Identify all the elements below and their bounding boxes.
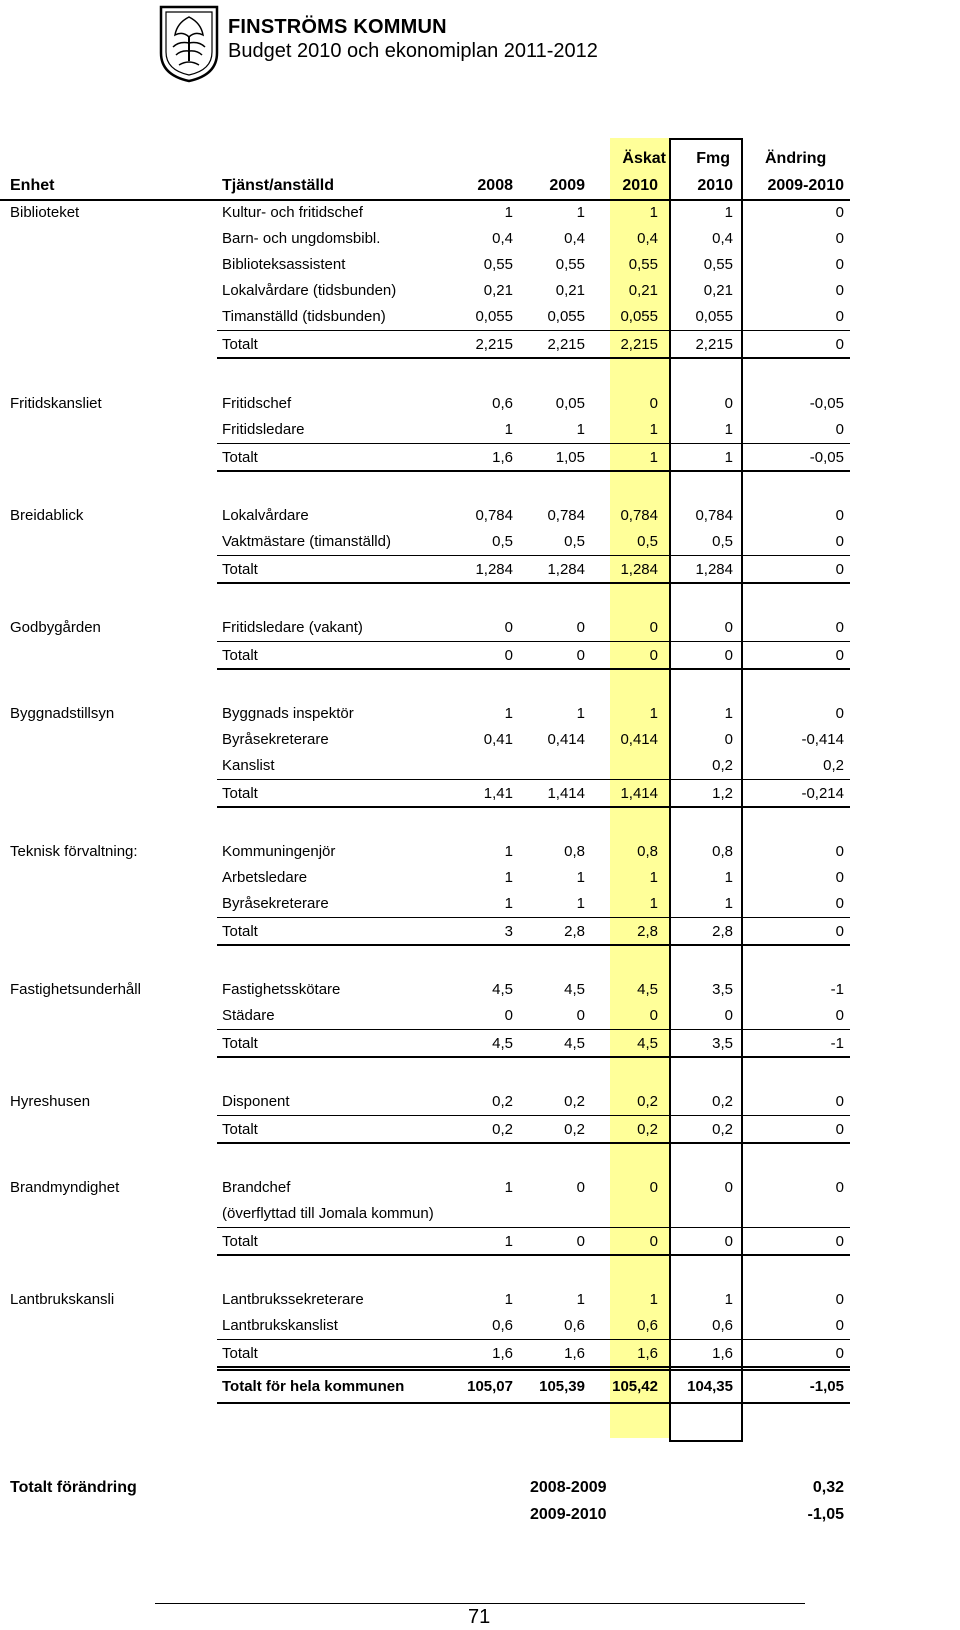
value-2008: 1,6	[492, 1345, 513, 1362]
table-row	[0, 530, 960, 554]
value-askat-2010: 1	[649, 705, 658, 722]
value-2009: 4,5	[564, 1035, 585, 1052]
role-name: Biblioteksassistent	[222, 256, 346, 273]
value-fmg-2010: 0,2	[712, 1093, 733, 1110]
value-fmg-2010: 3,5	[712, 981, 733, 998]
value-2008: 1	[504, 1179, 513, 1196]
table-total-row	[0, 644, 960, 668]
role-name: Fastighetsskötare	[222, 981, 341, 998]
value-fmg-2010: 1,6	[712, 1345, 733, 1362]
value-2008: 0,784	[475, 507, 513, 524]
value-change: 0,2	[823, 757, 844, 774]
municipality-crest-icon	[157, 3, 221, 83]
value-askat-2010: 105,42	[612, 1378, 658, 1395]
role-name: Fritidsledare (vakant)	[222, 619, 363, 636]
total-top-rule	[217, 443, 850, 444]
value-2008: 1	[504, 204, 513, 221]
value-2009: 2,215	[547, 336, 585, 353]
value-fmg-2010: 0,5	[712, 533, 733, 550]
value-2008: 0,21	[483, 282, 513, 299]
value-change: 0	[835, 1007, 844, 1024]
table-row	[0, 253, 960, 277]
value-askat-2010: 0,6	[637, 1317, 658, 1334]
value-change: 0	[835, 647, 844, 664]
value-2009: 0	[576, 1179, 585, 1196]
role-name: Totalt	[222, 449, 258, 466]
value-askat-2010: 0,2	[637, 1093, 658, 1110]
value-fmg-2010: 0	[724, 1233, 733, 1250]
value-2008: 1	[504, 869, 513, 886]
grand-total-bottom-rule	[217, 1402, 850, 1404]
role-name: Lokalvårdare	[222, 507, 309, 524]
role-name: Byråsekreterare	[222, 895, 329, 912]
role-name: Vaktmästare (timanställd)	[222, 533, 391, 550]
value-2008: 1	[504, 843, 513, 860]
value-change: 0	[835, 230, 844, 247]
value-fmg-2010: 1	[724, 449, 733, 466]
value-change: 0	[835, 1317, 844, 1334]
value-2008: 2,215	[475, 336, 513, 353]
value-fmg-2010: 0,2	[712, 757, 733, 774]
unit-name: Lantbrukskansli	[10, 1291, 115, 1308]
role-name: Disponent	[222, 1093, 290, 1110]
table-row	[0, 305, 960, 329]
value-fmg-2010: 1	[724, 1291, 733, 1308]
value-fmg-2010: 1,2	[712, 785, 733, 802]
value-2008: 1	[504, 421, 513, 438]
table-row	[0, 227, 960, 251]
table-total-row	[0, 1375, 960, 1399]
table-row	[0, 392, 960, 416]
value-askat-2010: 0,5	[637, 533, 658, 550]
role-name: Kultur- och fritidschef	[222, 204, 363, 221]
value-2008: 0,6	[492, 1317, 513, 1334]
value-fmg-2010: 0,8	[712, 843, 733, 860]
value-fmg-2010: 1	[724, 421, 733, 438]
value-change: 0	[835, 1345, 844, 1362]
value-fmg-2010: 0	[724, 619, 733, 636]
summary-period-1: 2008-2009	[530, 1479, 607, 1496]
value-2009: 1	[576, 705, 585, 722]
value-2009: 0,55	[555, 256, 585, 273]
value-change: 0	[835, 308, 844, 325]
value-fmg-2010: 0,2	[712, 1121, 733, 1138]
value-change: 0	[835, 619, 844, 636]
value-fmg-2010: 0	[724, 395, 733, 412]
table-row	[0, 504, 960, 528]
value-2008: 3	[504, 923, 513, 940]
table-total-row	[0, 1230, 960, 1254]
value-fmg-2010: 2,215	[695, 336, 733, 353]
value-change: 0	[835, 533, 844, 550]
value-change: 0	[835, 1291, 844, 1308]
role-name: Totalt	[222, 1121, 258, 1138]
value-change: 0	[835, 923, 844, 940]
role-name: Timanställd (tidsbunden)	[222, 308, 386, 325]
value-askat-2010: 0,55	[628, 256, 658, 273]
value-askat-2010: 1,284	[620, 561, 658, 578]
unit-name: Godbygården	[10, 619, 101, 636]
value-2008: 1	[504, 895, 513, 912]
value-2009: 1	[576, 869, 585, 886]
value-askat-2010: 0	[649, 395, 658, 412]
role-name: Kommuningenjör	[222, 843, 336, 860]
value-2009: 1,6	[564, 1345, 585, 1362]
value-askat-2010: 2,8	[637, 923, 658, 940]
total-bottom-rule	[217, 582, 850, 584]
value-fmg-2010: 0,4	[712, 230, 733, 247]
table-row	[0, 892, 960, 916]
summary-label: Totalt förändring	[10, 1479, 137, 1496]
table-row	[0, 978, 960, 1002]
role-name: Totalt	[222, 336, 258, 353]
value-2008: 0	[504, 1007, 513, 1024]
value-change: -0,414	[801, 731, 844, 748]
table-row	[0, 754, 960, 778]
value-2008: 0	[504, 619, 513, 636]
value-2009: 1	[576, 204, 585, 221]
total-bottom-rule	[217, 470, 850, 472]
value-change: 0	[835, 336, 844, 353]
role-name: Totalt	[222, 561, 258, 578]
year-2009-header: 2009	[549, 177, 585, 194]
total-top-rule	[217, 779, 850, 780]
value-askat-2010: 1	[649, 204, 658, 221]
value-askat-2010: 4,5	[637, 1035, 658, 1052]
value-fmg-2010: 1,284	[695, 561, 733, 578]
value-2009: 1,284	[547, 561, 585, 578]
value-askat-2010: 1	[649, 449, 658, 466]
value-askat-2010: 0,4	[637, 230, 658, 247]
value-fmg-2010: 0,55	[703, 256, 733, 273]
value-change: -1	[830, 1035, 844, 1052]
table-row	[0, 1090, 960, 1114]
value-fmg-2010: 0	[724, 731, 733, 748]
value-2009: 0	[576, 647, 585, 664]
value-2009: 0,2	[564, 1121, 585, 1138]
table-total-row	[0, 333, 960, 357]
value-2008: 1	[504, 705, 513, 722]
value-2009: 0,05	[555, 395, 585, 412]
total-bottom-rule	[217, 1056, 850, 1058]
total-top-rule	[217, 555, 850, 556]
total-top-rule	[217, 1339, 850, 1340]
footer-rule	[155, 1603, 805, 1604]
value-askat-2010: 0	[649, 1179, 658, 1196]
table-row	[0, 1314, 960, 1338]
unit-name: Breidablick	[10, 507, 84, 524]
table-row	[0, 866, 960, 890]
total-bottom-rule	[217, 668, 850, 670]
role-name: Totalt	[222, 1345, 258, 1362]
value-askat-2010: 0,8	[637, 843, 658, 860]
value-fmg-2010: 0	[724, 1179, 733, 1196]
value-2009: 0	[576, 1233, 585, 1250]
value-change: 0	[835, 705, 844, 722]
role-name: Arbetsledare	[222, 869, 308, 886]
value-2008: 0,6	[492, 395, 513, 412]
value-2009: 0,2	[564, 1093, 585, 1110]
value-2009: 0,784	[547, 507, 585, 524]
value-2008: 0,2	[492, 1121, 513, 1138]
table-total-row	[0, 558, 960, 582]
table-row	[0, 840, 960, 864]
role-name: Kanslist	[222, 757, 275, 774]
value-2009: 0,5	[564, 533, 585, 550]
fmg-header-top: Fmg	[696, 150, 730, 167]
value-2009: 0,055	[547, 308, 585, 325]
value-2008: 0	[504, 647, 513, 664]
unit-name: Hyreshusen	[10, 1093, 91, 1110]
value-askat-2010: 1	[649, 895, 658, 912]
value-2008: 0,41	[483, 731, 513, 748]
total-bottom-rule	[217, 357, 850, 359]
role-name: Byggnads inspektör	[222, 705, 354, 722]
value-fmg-2010: 2,8	[712, 923, 733, 940]
value-2009: 1	[576, 1291, 585, 1308]
value-askat-2010: 0	[649, 647, 658, 664]
value-2008: 1	[504, 1291, 513, 1308]
unit-name: Biblioteket	[10, 204, 80, 221]
value-fmg-2010: 0,055	[695, 308, 733, 325]
total-top-rule	[217, 641, 850, 642]
role-name: Städare	[222, 1007, 275, 1024]
value-change: 0	[835, 895, 844, 912]
value-2009: 1,414	[547, 785, 585, 802]
year-2008-header: 2008	[477, 177, 513, 194]
value-2009: 1	[576, 895, 585, 912]
role-name: Totalt	[222, 923, 258, 940]
unit-name: Teknisk förvaltning:	[10, 843, 138, 860]
value-change: 0	[835, 1179, 844, 1196]
organization-name: FINSTRÖMS KOMMUN	[228, 16, 447, 38]
value-2008: 0,055	[475, 308, 513, 325]
value-change: 0	[835, 1121, 844, 1138]
table-row	[0, 616, 960, 640]
value-fmg-2010: 1	[724, 204, 733, 221]
role-name: Fritidsledare	[222, 421, 305, 438]
value-change: 0	[835, 561, 844, 578]
total-top-rule	[217, 1029, 850, 1030]
value-2008: 1,6	[492, 449, 513, 466]
value-askat-2010: 1,6	[637, 1345, 658, 1362]
value-askat-2010: 4,5	[637, 981, 658, 998]
value-fmg-2010: 0,21	[703, 282, 733, 299]
value-change: 0	[835, 204, 844, 221]
summary-period-2: 2009-2010	[530, 1506, 607, 1523]
value-change: 0	[835, 843, 844, 860]
table-row	[0, 1288, 960, 1312]
page-number: 71	[468, 1606, 491, 1628]
value-fmg-2010: 0,784	[695, 507, 733, 524]
value-2008: 105,07	[467, 1378, 513, 1395]
value-change: -1,05	[809, 1378, 844, 1395]
value-fmg-2010: 3,5	[712, 1035, 733, 1052]
value-2009: 0,8	[564, 843, 585, 860]
role-name: Lokalvårdare (tidsbunden)	[222, 282, 397, 299]
value-askat-2010: 1	[649, 869, 658, 886]
table-total-row	[0, 446, 960, 470]
value-2008: 0,55	[483, 256, 513, 273]
table-total-row	[0, 920, 960, 944]
value-askat-2010: 1	[649, 421, 658, 438]
value-change: -0,05	[809, 395, 844, 412]
value-2009: 1	[576, 421, 585, 438]
value-askat-2010: 0	[649, 619, 658, 636]
table-total-row	[0, 782, 960, 806]
value-fmg-2010: 0	[724, 647, 733, 664]
value-fmg-2010: 0	[724, 1007, 733, 1024]
role-name: Lantbrukssekreterare	[222, 1291, 364, 1308]
value-2009: 0,4	[564, 230, 585, 247]
value-askat-2010: 0,784	[620, 507, 658, 524]
role-name: Fritidschef	[222, 395, 292, 412]
total-top-rule	[217, 330, 850, 331]
value-fmg-2010: 0,6	[712, 1317, 733, 1334]
table-row	[0, 279, 960, 303]
table-row	[0, 702, 960, 726]
value-change: -0,05	[809, 449, 844, 466]
summary-value-2: -1,05	[807, 1506, 844, 1523]
total-bottom-rule	[217, 1142, 850, 1144]
value-2008: 1,284	[475, 561, 513, 578]
total-bottom-rule	[217, 806, 850, 808]
value-askat-2010: 0	[649, 1007, 658, 1024]
value-change: -0,214	[801, 785, 844, 802]
value-2009: 0,414	[547, 731, 585, 748]
value-change: 0	[835, 256, 844, 273]
total-top-rule	[217, 1227, 850, 1228]
value-2009: 105,39	[539, 1378, 585, 1395]
value-fmg-2010: 1	[724, 869, 733, 886]
value-change: 0	[835, 1233, 844, 1250]
value-2008: 4,5	[492, 981, 513, 998]
fmg-bottom-border	[669, 1440, 743, 1442]
grand-total-top-rule	[217, 1369, 850, 1371]
value-askat-2010: 0,414	[620, 731, 658, 748]
value-fmg-2010: 1	[724, 895, 733, 912]
askat-header-top: Äskat	[622, 150, 666, 167]
value-askat-2010: 1	[649, 1291, 658, 1308]
role-name: Totalt	[222, 1035, 258, 1052]
table-row	[0, 1176, 960, 1200]
value-2009: 4,5	[564, 981, 585, 998]
value-change: 0	[835, 1093, 844, 1110]
value-2009: 1,05	[555, 449, 585, 466]
table-total-row	[0, 1118, 960, 1142]
value-fmg-2010: 104,35	[687, 1378, 733, 1395]
enhet-header: Enhet	[10, 177, 55, 194]
value-askat-2010: 0,055	[620, 308, 658, 325]
askat-header-bottom: 2010	[622, 177, 658, 194]
fmg-header-bottom: 2010	[697, 177, 733, 194]
value-askat-2010: 2,215	[620, 336, 658, 353]
role-name: Barn- och ungdomsbibl.	[222, 230, 381, 247]
andring-header-bottom: 2009-2010	[767, 177, 844, 194]
value-askat-2010: 0,2	[637, 1121, 658, 1138]
table-row	[0, 418, 960, 442]
value-askat-2010: 0	[649, 1233, 658, 1250]
total-bottom-rule	[217, 944, 850, 946]
value-2009: 0,6	[564, 1317, 585, 1334]
unit-name: Fastighetsunderhåll	[10, 981, 141, 998]
total-top-rule	[217, 1115, 850, 1116]
value-change: 0	[835, 507, 844, 524]
value-change: 0	[835, 869, 844, 886]
total-bottom-rule	[217, 1254, 850, 1256]
value-2009: 0	[576, 619, 585, 636]
document-title: Budget 2010 och ekonomiplan 2011-2012	[228, 40, 598, 62]
value-fmg-2010: 1	[724, 705, 733, 722]
tjanst-header: Tjänst/anställd	[222, 177, 335, 194]
value-2009: 2,8	[564, 923, 585, 940]
value-change: 0	[835, 282, 844, 299]
role-name: Totalt	[222, 1233, 258, 1250]
role-name: Totalt	[222, 785, 258, 802]
andring-header-top: Ändring	[765, 150, 827, 167]
value-askat-2010: 0,21	[628, 282, 658, 299]
table-total-row	[0, 1342, 960, 1366]
role-name: (överflyttad till Jomala kommun)	[222, 1205, 434, 1222]
role-name: Brandchef	[222, 1179, 291, 1196]
table-row	[0, 1004, 960, 1028]
value-2009: 0,21	[555, 282, 585, 299]
value-2008: 0,4	[492, 230, 513, 247]
unit-name: Fritidskansliet	[10, 395, 102, 412]
value-2008: 4,5	[492, 1035, 513, 1052]
table-total-row	[0, 1032, 960, 1056]
role-name: Byråsekreterare	[222, 731, 329, 748]
value-2008: 0,5	[492, 533, 513, 550]
value-2008: 0,2	[492, 1093, 513, 1110]
unit-name: Byggnadstillsyn	[10, 705, 115, 722]
value-change: -1	[830, 981, 844, 998]
role-name: Totalt	[222, 647, 258, 664]
table-row	[0, 1202, 960, 1226]
summary-value-1: 0,32	[812, 1479, 844, 1496]
table-row	[0, 728, 960, 752]
unit-name: Brandmyndighet	[10, 1179, 120, 1196]
role-name: Lantbrukskanslist	[222, 1317, 338, 1334]
value-2008: 1	[504, 1233, 513, 1250]
value-2008: 1,41	[483, 785, 513, 802]
value-change: 0	[835, 421, 844, 438]
table-row	[0, 201, 960, 225]
total-bottom-rule	[217, 1366, 850, 1368]
value-askat-2010: 1,414	[620, 785, 658, 802]
role-name: Totalt för hela kommunen	[222, 1378, 405, 1395]
value-2009: 0	[576, 1007, 585, 1024]
total-top-rule	[217, 917, 850, 918]
